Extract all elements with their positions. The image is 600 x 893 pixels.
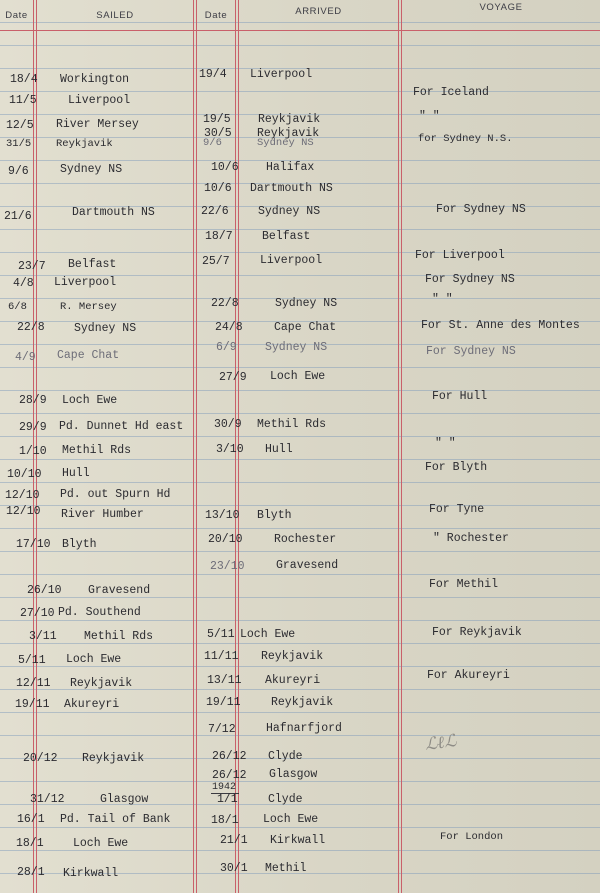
sailed-place: Hull bbox=[62, 467, 90, 480]
arrived-place: Halifax bbox=[266, 161, 315, 174]
voyage-note: For Liverpool bbox=[415, 249, 505, 262]
voyage-note: For Tyne bbox=[429, 503, 485, 516]
header-date-arrived: Date bbox=[204, 9, 228, 21]
arrived-date: 19/4 bbox=[199, 68, 227, 81]
voyage-note: For Akureyri bbox=[427, 669, 510, 682]
arrived-place: Rochester bbox=[274, 533, 337, 546]
arrived-place: Sydney NS bbox=[258, 205, 321, 218]
arrived-date: 19/5 bbox=[203, 113, 231, 126]
arrived-date: 27/9 bbox=[219, 371, 247, 384]
voyage-note: " " bbox=[419, 110, 440, 123]
sailed-place: Reykjavik bbox=[82, 752, 145, 765]
arrived-date: 13/11 bbox=[207, 674, 242, 687]
arrived-place: Kirkwall bbox=[270, 834, 326, 847]
sailed-date: 21/6 bbox=[4, 210, 32, 223]
arrived-place: Clyde bbox=[268, 793, 303, 806]
year-mark: 1942 bbox=[212, 782, 237, 793]
header-voyage: VOYAGE bbox=[479, 1, 523, 13]
arrived-place: Reykjavik bbox=[261, 650, 324, 663]
sailed-place: Reykjavik bbox=[56, 138, 113, 150]
arrived-date: 26/12 bbox=[212, 750, 247, 763]
arrived-place: Belfast bbox=[262, 230, 311, 243]
sailed-date: 18/4 bbox=[10, 73, 38, 86]
sailed-date: 28/9 bbox=[19, 394, 47, 407]
arrived-place: Loch Ewe bbox=[263, 813, 319, 826]
arrived-place: Sydney NS bbox=[257, 137, 314, 149]
sailed-place: Workington bbox=[60, 73, 130, 86]
voyage-note: For Sydney NS bbox=[426, 345, 516, 358]
sailed-place: Pd. Southend bbox=[58, 606, 141, 619]
column-rule bbox=[193, 0, 194, 893]
sailed-place: Pd. out Spurn Hd bbox=[60, 488, 171, 501]
arrived-place: Methil Rds bbox=[257, 418, 327, 431]
arrived-place: Clyde bbox=[268, 750, 303, 763]
sailed-place: Blyth bbox=[62, 538, 97, 551]
sailed-place: Pd. Dunnet Hd east bbox=[59, 420, 184, 433]
sailed-place: Loch Ewe bbox=[73, 837, 129, 850]
sailed-place: Akureyri bbox=[64, 698, 120, 711]
arrived-date: 19/11 bbox=[206, 696, 241, 709]
header-rule bbox=[0, 30, 600, 31]
arrived-place: Reykjavik bbox=[258, 113, 321, 126]
sailed-date: 12/10 bbox=[6, 505, 41, 518]
voyage-note: For London bbox=[440, 831, 504, 843]
sailed-date: 19/11 bbox=[15, 698, 50, 711]
header-arrived: ARRIVED bbox=[295, 5, 342, 17]
voyage-note: For Sydney NS bbox=[425, 273, 515, 286]
voyage-note: For Methil bbox=[429, 578, 499, 591]
pencil-signature: ℒℓℒ bbox=[423, 730, 458, 756]
voyage-note: For St. Anne des Montes bbox=[421, 319, 580, 332]
arrived-place: Cape Chat bbox=[274, 321, 337, 334]
arrived-date: 22/8 bbox=[211, 297, 239, 310]
sailed-date: 17/10 bbox=[16, 538, 51, 551]
arrived-date: 18/1 bbox=[211, 814, 239, 827]
voyage-note: " Rochester bbox=[433, 532, 509, 545]
arrived-date: 11/11 bbox=[204, 650, 239, 663]
sailed-place: Reykjavik bbox=[70, 677, 133, 690]
sailed-place: Liverpool bbox=[54, 276, 117, 289]
arrived-date: 23/10 bbox=[210, 560, 245, 573]
arrived-place: Liverpool bbox=[250, 68, 313, 81]
sailed-date: 3/11 bbox=[29, 630, 57, 643]
sailed-place: Gravesend bbox=[88, 584, 151, 597]
arrived-date: 5/11 bbox=[207, 628, 235, 641]
sailed-place: River Mersey bbox=[56, 118, 139, 131]
arrived-date: 24/8 bbox=[215, 321, 243, 334]
arrived-place: Gravesend bbox=[276, 559, 339, 572]
sailed-place: River Humber bbox=[61, 508, 144, 521]
voyage-note: For Reykjavik bbox=[432, 626, 522, 639]
sailed-date: 26/10 bbox=[27, 584, 62, 597]
voyage-note: For Iceland bbox=[413, 86, 489, 99]
sailed-place: Kirkwall bbox=[63, 867, 119, 880]
arrived-place: Loch Ewe bbox=[240, 628, 296, 641]
sailed-date: 22/8 bbox=[17, 321, 45, 334]
arrived-place: Blyth bbox=[257, 509, 292, 522]
voyage-note: for Sydney N.S. bbox=[418, 133, 513, 145]
voyage-note: " " bbox=[432, 293, 453, 306]
sailed-date: 11/5 bbox=[9, 94, 37, 107]
arrived-date: 21/1 bbox=[220, 834, 248, 847]
sailed-date: 12/11 bbox=[16, 677, 51, 690]
sailed-date: 23/7 bbox=[18, 260, 46, 273]
arrived-date: 26/12 bbox=[212, 769, 247, 782]
voyage-note: For Sydney NS bbox=[436, 203, 526, 216]
arrived-place: Sydney NS bbox=[275, 297, 338, 310]
arrived-date: 9/6 bbox=[203, 137, 222, 149]
sailed-place: Belfast bbox=[68, 258, 117, 271]
sailed-date: 29/9 bbox=[19, 421, 47, 434]
sailed-date: 4/9 bbox=[15, 351, 36, 364]
header-date-sailed: Date bbox=[5, 9, 28, 21]
arrived-place: Loch Ewe bbox=[270, 370, 326, 383]
arrived-place: Liverpool bbox=[260, 254, 323, 267]
sailed-place: Dartmouth NS bbox=[72, 206, 155, 219]
arrived-place: Methil bbox=[265, 862, 307, 875]
voyage-note: For Hull bbox=[432, 390, 488, 403]
sailed-date: 4/8 bbox=[13, 277, 34, 290]
sailed-place: Cape Chat bbox=[57, 349, 120, 362]
sailed-place: Methil Rds bbox=[62, 444, 132, 457]
sailed-date: 1/10 bbox=[19, 445, 47, 458]
voyage-note: For Blyth bbox=[425, 461, 488, 474]
sailed-date: 6/8 bbox=[8, 301, 27, 313]
arrived-place: Akureyri bbox=[265, 674, 321, 687]
arrived-date: 10/6 bbox=[204, 182, 232, 195]
arrived-place: Hull bbox=[265, 443, 293, 456]
sailed-date: 18/1 bbox=[16, 837, 44, 850]
arrived-date: 22/6 bbox=[201, 205, 229, 218]
sailed-date: 12/5 bbox=[6, 119, 34, 132]
arrived-date: 20/10 bbox=[208, 533, 243, 546]
sailed-place: Pd. Tail of Bank bbox=[60, 813, 171, 826]
sailed-date: 20/12 bbox=[23, 752, 58, 765]
arrived-date: 3/10 bbox=[216, 443, 244, 456]
arrived-date: 1/1 bbox=[217, 793, 238, 806]
arrived-date: 25/7 bbox=[202, 255, 230, 268]
sailed-place: Loch Ewe bbox=[66, 653, 122, 666]
sailed-date: 27/10 bbox=[20, 607, 55, 620]
sailed-date: 5/11 bbox=[18, 654, 46, 667]
column-rule bbox=[398, 0, 399, 893]
arrived-place: Glasgow bbox=[269, 768, 318, 781]
arrived-place: Reykjavik bbox=[271, 696, 334, 709]
arrived-date: 6/9 bbox=[216, 341, 237, 354]
arrived-date: 30/1 bbox=[220, 862, 248, 875]
arrived-place: Sydney NS bbox=[265, 341, 328, 354]
sailed-place: Sydney NS bbox=[74, 322, 137, 335]
arrived-date: 18/7 bbox=[205, 230, 233, 243]
sailed-place: Sydney NS bbox=[60, 163, 123, 176]
sailed-place: Loch Ewe bbox=[62, 394, 118, 407]
arrived-date: 30/5 bbox=[204, 127, 232, 140]
sailed-date: 9/6 bbox=[8, 165, 29, 178]
arrived-date: 13/10 bbox=[205, 509, 240, 522]
sailed-date: 12/10 bbox=[5, 489, 40, 502]
arrived-date: 10/6 bbox=[211, 161, 239, 174]
arrived-place: Hafnarfjord bbox=[266, 722, 342, 735]
sailed-date: 31/12 bbox=[30, 793, 65, 806]
sailed-place: R. Mersey bbox=[60, 301, 117, 313]
header-sailed: SAILED bbox=[96, 9, 134, 21]
sailed-date: 16/1 bbox=[17, 813, 45, 826]
sailed-place: Methil Rds bbox=[84, 630, 154, 643]
sailed-date: 31/5 bbox=[6, 138, 32, 150]
arrived-place: Reykjavik bbox=[257, 127, 320, 140]
arrived-date: 30/9 bbox=[214, 418, 242, 431]
sailed-date: 10/10 bbox=[7, 468, 42, 481]
sailed-place: Liverpool bbox=[68, 94, 131, 107]
arrived-place: Dartmouth NS bbox=[250, 182, 333, 195]
voyage-note: " " bbox=[435, 437, 456, 450]
arrived-date: 7/12 bbox=[208, 723, 236, 736]
sailed-place: Glasgow bbox=[100, 793, 149, 806]
sailed-date: 28/1 bbox=[17, 866, 45, 879]
